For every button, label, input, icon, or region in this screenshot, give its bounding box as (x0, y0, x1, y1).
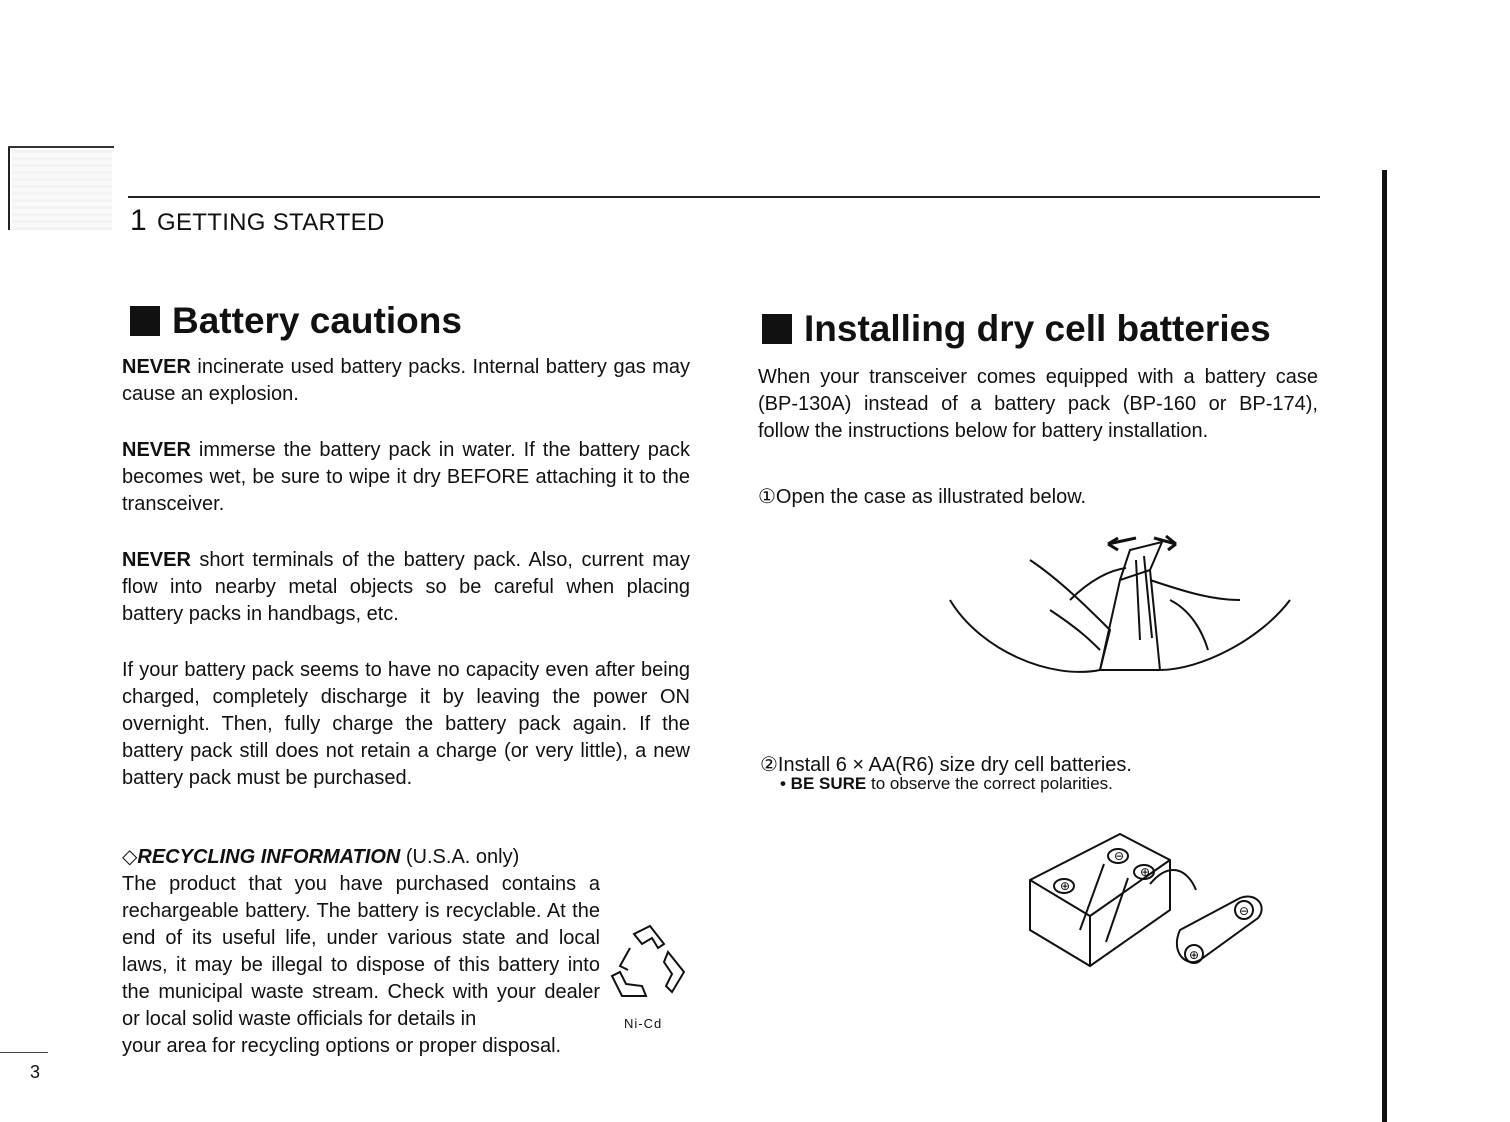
recycling-heading-text: RECYCLING INFORMATION (137, 846, 401, 868)
recycle-icon (606, 920, 690, 1035)
open-case-illustration (940, 520, 1300, 695)
recycling-heading (122, 844, 690, 871)
installing-title (762, 308, 1271, 350)
caution-paragraph-4: If your battery pack seems to have no capacity even after being charged, completely discharge it by leaving the power ON overnight. Then, fully charge the battery pack again. If the battery pack still does not retain a charge (or very little), a new battery pack must be purchased. (122, 659, 690, 789)
caution-text: short terminals of the battery pack. Also, current may flow into nearby metal objects so be careful when placing battery packs in handbags, etc. (122, 549, 690, 625)
caution-text: immerse the battery pack in water. If the battery pack becomes wet, be sure to wipe it dry BEFORE attaching it to the transceiver. (122, 439, 690, 515)
recycling-text: The product that you have purchased contains a rechargeable battery. The battery is recyclable. At the end of its useful life, under various state and local laws, it may be illegal to dispose of this battery into the municipal waste stream. Check with your dealer or local solid waste officials for details in (122, 873, 600, 1030)
never-label: NEVER (122, 439, 191, 461)
step-2: ②Install 6 × AA(R6) size dry cell batteries. (760, 754, 1132, 776)
install-batteries-illustration (1020, 820, 1280, 995)
installing-intro-text: When your transceiver comes equipped with a battery case (BP-130A) instead of a battery pack (BP-160 or BP-174), follow the instructions below for battery installation. (758, 366, 1318, 442)
svg-text:⊕: ⊕ (1140, 865, 1151, 879)
chapter-heading (130, 204, 385, 238)
svg-text:⊕: ⊕ (1189, 948, 1200, 962)
svg-text:⊕: ⊕ (1060, 879, 1071, 893)
header-rule (128, 196, 1320, 198)
page-number-rule (0, 1052, 48, 1053)
diamond-icon: ◇ (122, 846, 138, 868)
chapter-number: 1 (130, 204, 147, 237)
never-label: NEVER (122, 549, 191, 571)
recycling-scope: (U.S.A. only) (400, 846, 520, 868)
installing-title-text: Installing dry cell batteries (804, 308, 1271, 349)
never-label: NEVER (122, 356, 191, 378)
recycling-text-end: your area for recycling options or proper disposal. (122, 1035, 562, 1057)
section-marker-square (762, 314, 792, 344)
polarity-note-text: to observe the correct polarities. (866, 774, 1113, 793)
recycling-body (122, 871, 690, 1060)
caution-paragraph-2 (122, 437, 690, 518)
step-1: ①Open the case as illustrated below. (758, 486, 1087, 508)
section-marker-square (130, 306, 160, 336)
ni-cd-label: Ni-Cd (624, 1016, 663, 1031)
polarity-note (780, 774, 1113, 794)
caution-text: incinerate used battery packs. Internal battery gas may cause an explosion. (122, 356, 690, 405)
caution-paragraph-3 (122, 547, 690, 628)
be-sure-label: • BE SURE (780, 774, 867, 793)
battery-cautions-title-text: Battery cautions (172, 300, 462, 341)
installing-intro (758, 364, 1318, 445)
page-edge-top-left (8, 146, 114, 148)
page-edge-left (8, 148, 10, 230)
battery-cautions-title (130, 300, 462, 342)
adjacent-page-strip (12, 150, 112, 230)
page-edge-right (1382, 170, 1387, 1122)
svg-text:⊖: ⊖ (1114, 849, 1125, 863)
page-number: 3 (30, 1062, 41, 1082)
caution-paragraph-1 (122, 354, 690, 408)
svg-text:⊖: ⊖ (1239, 904, 1250, 918)
battery-cautions-body (122, 354, 690, 1060)
chapter-title: GETTING STARTED (157, 209, 385, 236)
